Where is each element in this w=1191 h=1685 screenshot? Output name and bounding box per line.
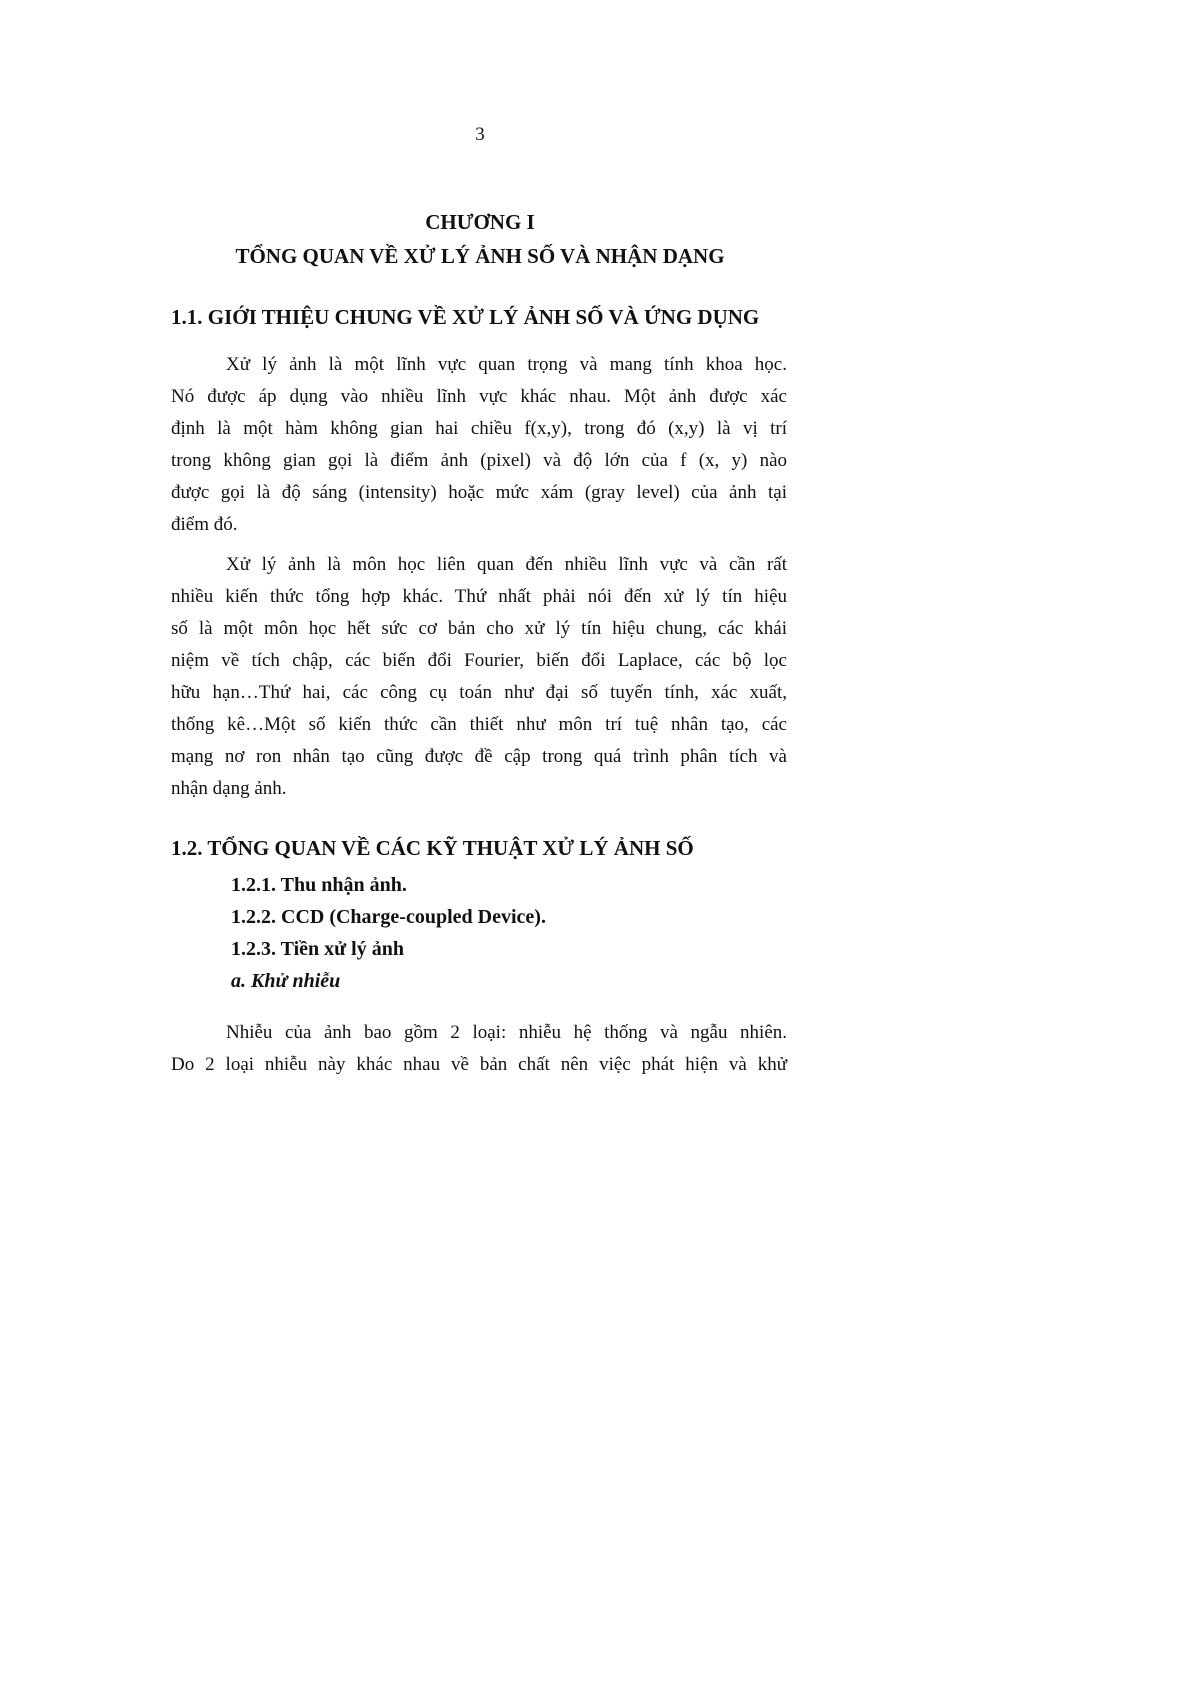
paragraph-line: số là một môn học hết sức cơ bản cho xử lý tín hiệu chung, các khái (171, 618, 787, 639)
paragraph-line: hữu hạn…Thứ hai, các công cụ toán như đại số tuyến tính, xác xuất, (171, 682, 787, 703)
paragraph-line: nhận dạng ảnh. (171, 778, 287, 799)
paragraph-line: định là một hàm không gian hai chiều f(x,y), trong đó (x,y) là vị trí (171, 418, 787, 439)
paragraph-line: Do 2 loại nhiễu này khác nhau về bản chất nên việc phát hiện và khử (171, 1054, 787, 1075)
paragraph-line: nhiều kiến thức tổng hợp khác. Thứ nhất phải nói đến xử lý tín hiệu (171, 586, 787, 607)
paragraph-line: điểm đó. (171, 514, 238, 535)
paragraph-line: mạng nơ ron nhân tạo cũng được đề cập trong quá trình phân tích và (171, 746, 787, 767)
paragraph-line: thống kê…Một số kiến thức cần thiết như môn trí tuệ nhân tạo, các (171, 714, 787, 735)
paragraph-line: niệm về tích chập, các biến đổi Fourier, biến đổi Laplace, các bộ lọc (171, 650, 787, 671)
subsection-1-2-3: 1.2.3. Tiền xử lý ảnh (231, 938, 404, 960)
paragraph-line: Xử lý ảnh là một lĩnh vực quan trọng và mang tính khoa học. (226, 354, 787, 375)
paragraph-line: Xử lý ảnh là môn học liên quan đến nhiều lĩnh vực và cần rất (226, 554, 787, 575)
chapter-label: CHƯƠNG I (425, 210, 535, 234)
paragraph-line: trong không gian gọi là điểm ảnh (pixel) và độ lớn của f (x, y) nào (171, 450, 787, 471)
subsection-1-2-2: 1.2.2. CCD (Charge-coupled Device). (231, 906, 546, 928)
chapter-title: TỔNG QUAN VỀ XỬ LÝ ẢNH SỐ VÀ NHẬN DẠNG (235, 244, 725, 268)
section-heading-1-2: 1.2. TỔNG QUAN VỀ CÁC KỸ THUẬT XỬ LÝ ẢNH SỐ (171, 836, 694, 860)
section-heading-1-1: 1.1. GIỚI THIỆU CHUNG VỀ XỬ LÝ ẢNH SỐ VÀ ỨNG DỤNG (171, 305, 760, 329)
subsection-1-2-1: 1.2.1. Thu nhận ảnh. (231, 874, 407, 896)
subsection-a: a. Khử nhiễu (231, 970, 341, 992)
page-number: 3 (475, 124, 485, 145)
paragraph-line: Nó được áp dụng vào nhiều lĩnh vực khác nhau. Một ảnh được xác (171, 386, 787, 407)
paragraph-line: Nhiễu của ảnh bao gồm 2 loại: nhiễu hệ thống và ngẫu nhiên. (226, 1022, 787, 1043)
paragraph-line: được gọi là độ sáng (intensity) hoặc mức xám (gray level) của ảnh tại (171, 482, 787, 503)
